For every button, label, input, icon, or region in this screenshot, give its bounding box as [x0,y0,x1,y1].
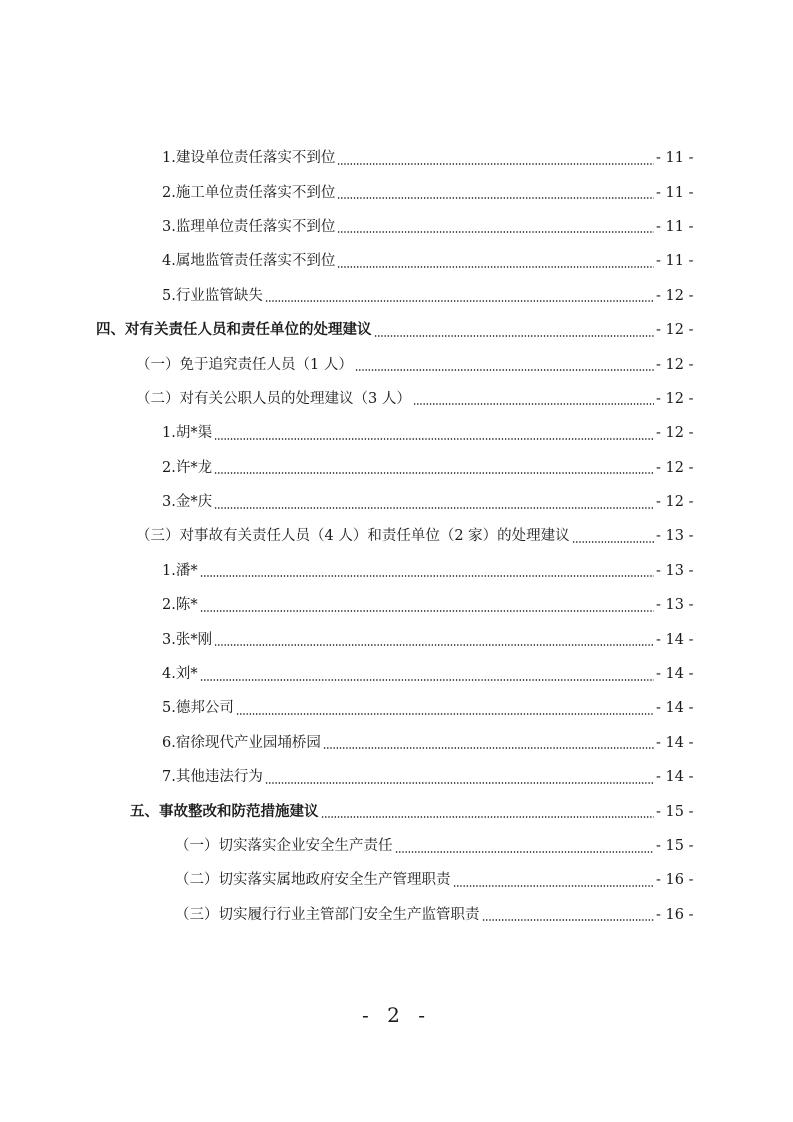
toc-entry-page-number: - 14 - [656,700,694,717]
toc-entry-page-number: - 12 - [656,356,694,373]
dot-leader [214,507,654,509]
toc-entry[interactable] [0,726,793,760]
toc-entry-page-number: - 14 - [656,666,694,683]
dot-leader [200,575,654,577]
dot-leader [355,369,654,371]
toc-entry-page-number: - 16 - [656,906,694,923]
toc-entry-title: 4.刘* [162,666,198,683]
toc-entry-page-number: - 14 - [656,734,694,751]
dot-leader [265,300,654,302]
toc-entry-page-number: - 14 - [656,769,694,786]
toc-entry-title: 5.行业监管缺失 [162,287,263,304]
table-of-contents [0,141,793,932]
dot-leader [453,885,655,887]
toc-entry[interactable] [0,451,793,485]
toc-entry[interactable] [0,244,793,278]
toc-entry[interactable] [0,588,793,622]
dot-leader [337,163,654,165]
dot-leader [337,231,654,233]
toc-entry-title: 五、事故整改和防范措施建议 [130,802,319,820]
toc-entry-title: 6.宿徐现代产业园埇桥园 [162,734,321,751]
toc-entry-page-number: - 12 - [656,390,694,407]
toc-entry[interactable] [0,622,793,656]
toc-entry-title: 5.德邦公司 [162,700,234,717]
dot-leader [337,197,654,199]
toc-entry-title: 2.施工单位责任落实不到位 [162,184,336,201]
toc-entry[interactable] [0,416,793,450]
toc-entry[interactable] [0,760,793,794]
toc-entry-title: 1.胡*渠 [162,425,213,442]
toc-entry[interactable] [0,210,793,244]
toc-entry[interactable] [0,829,793,863]
dot-leader [572,541,654,543]
toc-entry-page-number: - 16 - [656,872,694,889]
dot-leader [236,713,654,715]
toc-entry[interactable] [0,519,793,553]
toc-entry[interactable] [0,794,793,828]
toc-entry-page-number: - 13 - [656,562,694,579]
dot-leader [482,919,655,921]
toc-entry-page-number: - 12 - [656,494,694,511]
toc-entry[interactable] [0,485,793,519]
toc-entry-page-number: - 11 - [656,150,694,167]
dot-leader [200,679,654,681]
dot-leader [413,403,654,405]
toc-entry-page-number: - 11 - [656,253,694,270]
dot-leader [374,335,655,337]
dot-leader [337,266,654,268]
toc-entry-page-number: - 15 - [656,803,694,820]
dot-leader [214,644,654,646]
toc-entry-page-number: - 11 - [656,184,694,201]
dot-leader [321,816,655,818]
toc-entry-title: （三）对事故有关责任人员（4 人）和责任单位（2 家）的处理建议 [136,528,570,545]
toc-entry-title: 3.金*庆 [162,494,213,511]
dot-leader [214,438,654,440]
dot-leader [200,610,654,612]
toc-entry[interactable] [0,691,793,725]
toc-entry-title: （二）切实落实属地政府安全生产管理职责 [175,872,451,889]
toc-entry-title: 2.许*龙 [162,459,213,476]
toc-entry-title: 2.陈* [162,597,198,614]
toc-entry-page-number: - 12 - [656,459,694,476]
toc-entry-page-number: - 12 - [656,287,694,304]
toc-entry[interactable] [0,141,793,175]
toc-entry[interactable] [0,657,793,691]
toc-entry-title: 1.潘* [162,562,198,579]
toc-entry-title: 3.监理单位责任落实不到位 [162,218,336,235]
dot-leader [395,851,655,853]
dot-leader [214,472,654,474]
toc-entry-title: （二）对有关公职人员的处理建议（3 人） [136,390,411,407]
toc-entry-title: 7.其他违法行为 [162,769,263,786]
toc-entry-title: （一）切实落实企业安全生产责任 [175,838,393,854]
toc-entry[interactable] [0,175,793,209]
toc-entry-title: （三）切实履行行业主管部门安全生产监管职责 [175,906,480,923]
toc-entry-page-number: - 12 - [656,322,694,339]
dot-leader [265,782,654,784]
dot-leader [323,747,654,749]
toc-entry-title: 1.建设单位责任落实不到位 [162,150,336,167]
toc-entry[interactable] [0,347,793,381]
toc-entry-page-number: - 13 - [656,597,694,614]
toc-entry-page-number: - 13 - [656,528,694,545]
toc-entry-page-number: - 14 - [656,631,694,648]
toc-entry[interactable] [0,382,793,416]
toc-entry-page-number: - 12 - [656,425,694,442]
toc-entry-title: 3.张*刚 [162,631,213,648]
toc-entry-page-number: - 11 - [656,218,694,235]
page-number: - 2 - [362,1003,431,1027]
toc-entry-page-number: - 15 - [656,838,694,854]
toc-entry[interactable] [0,554,793,588]
toc-entry-title: 4.属地监管责任落实不到位 [162,253,336,270]
toc-entry-title: （一）免于追究责任人员（1 人） [136,356,353,373]
toc-entry[interactable] [0,313,793,347]
toc-entry[interactable] [0,279,793,313]
toc-entry-title: 四、对有关责任人员和责任单位的处理建议 [96,321,372,339]
toc-entry[interactable] [0,898,793,932]
toc-entry[interactable] [0,863,793,897]
